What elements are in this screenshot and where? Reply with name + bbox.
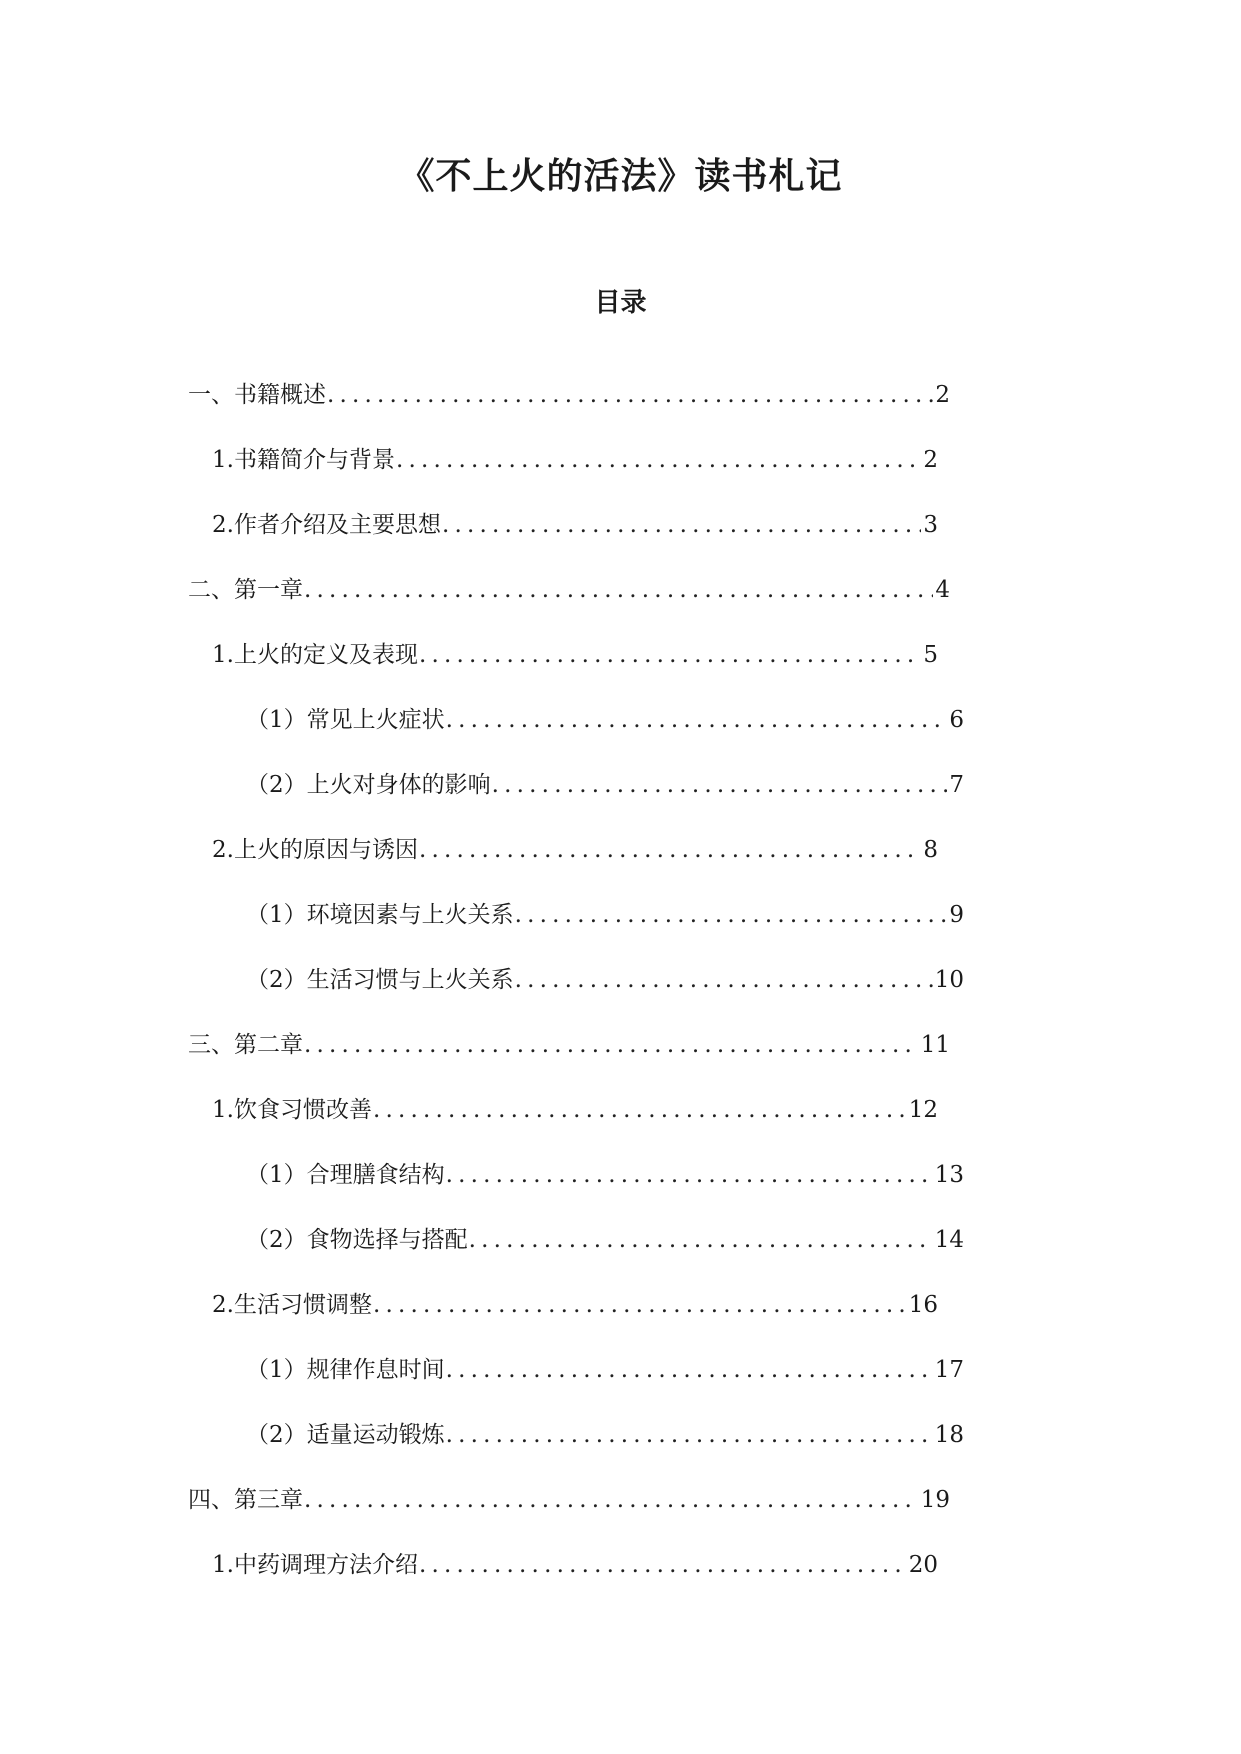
dot-leader — [446, 1420, 933, 1450]
toc-entry-row — [246, 1225, 964, 1255]
toc-entry[interactable] — [0, 835, 1241, 900]
toc-entry[interactable] — [0, 1225, 1241, 1290]
toc-entry-number: 1. — [212, 1097, 234, 1123]
toc-entry-page-number: 19 — [920, 1487, 950, 1513]
dot-leader — [327, 380, 933, 410]
dot-leader — [304, 1485, 919, 1515]
toc-entry-row — [212, 1095, 938, 1125]
toc-entry-number: 2. — [212, 1292, 234, 1318]
toc-entry-page-number: 7 — [949, 772, 964, 798]
toc-entry-row — [246, 1355, 964, 1385]
dot-leader — [304, 1030, 919, 1060]
toc-entry-title: （2）生活习惯与上火关系 — [246, 967, 514, 993]
toc-entry-page-number: 6 — [949, 707, 964, 733]
toc-entry-page-number: 8 — [923, 837, 938, 863]
dot-leader — [442, 510, 921, 540]
toc-entry[interactable] — [0, 1420, 1241, 1485]
document-title: 《不上火的活法》读书札记 — [398, 156, 843, 197]
toc-entry[interactable] — [0, 770, 1241, 835]
toc-entry-page-number: 16 — [908, 1292, 938, 1318]
toc-entry-page-number: 18 — [934, 1422, 964, 1448]
dot-leader — [396, 445, 921, 475]
toc-entry-page-number: 9 — [949, 902, 964, 928]
dot-leader — [515, 965, 933, 995]
toc-entry-page-number: 14 — [934, 1227, 964, 1253]
toc-entry-title: （2）上火对身体的影响 — [246, 772, 491, 798]
toc-entry-title: 三、第二章 — [188, 1032, 303, 1058]
toc-entry-title: 上火的原因与诱因 — [233, 837, 418, 863]
toc-entry-title: （1）规律作息时间 — [246, 1357, 445, 1383]
toc-entry-row — [188, 380, 950, 410]
toc-entry-page-number: 2 — [935, 382, 950, 408]
toc-entry-page-number: 5 — [923, 642, 938, 668]
dot-leader — [446, 1355, 933, 1385]
toc-entry[interactable] — [0, 575, 1241, 640]
toc-entry-row — [188, 575, 950, 605]
dot-leader — [419, 640, 921, 670]
toc-entry-number: 2. — [212, 512, 234, 538]
toc-entry-row — [212, 445, 938, 475]
toc-entry-row — [212, 1290, 938, 1320]
toc-entry-row — [246, 705, 964, 735]
toc-entry-page-number: 20 — [908, 1552, 938, 1578]
toc-entry-row — [246, 1160, 964, 1190]
toc-entry[interactable] — [0, 1550, 1241, 1615]
toc-entry-title: （1）合理膳食结构 — [246, 1162, 445, 1188]
toc-entry-title: 上火的定义及表现 — [233, 642, 418, 668]
dot-leader — [304, 575, 933, 605]
toc-entry-row — [188, 1485, 950, 1515]
toc-entry-title: 中药调理方法介绍 — [233, 1552, 418, 1578]
dot-leader — [373, 1095, 907, 1125]
toc-entry[interactable] — [0, 445, 1241, 510]
toc-entry[interactable] — [0, 510, 1241, 575]
toc-entry-page-number: 10 — [934, 967, 964, 993]
toc-entry-page-number: 13 — [934, 1162, 964, 1188]
toc-entry[interactable] — [0, 900, 1241, 965]
dot-leader — [446, 705, 948, 735]
toc-entry-title: 生活习惯调整 — [233, 1292, 372, 1318]
toc-entry-row — [246, 965, 964, 995]
toc-entry[interactable] — [0, 705, 1241, 770]
toc-entry-row — [212, 510, 938, 540]
toc-entry[interactable] — [0, 1095, 1241, 1160]
dot-leader — [469, 1225, 933, 1255]
toc-entry-row — [212, 835, 938, 865]
dot-leader — [492, 770, 948, 800]
toc-entry-row — [212, 640, 938, 670]
dot-leader — [419, 1550, 907, 1580]
toc-entry-page-number: 4 — [935, 577, 950, 603]
toc-entry-number: 1. — [212, 642, 234, 668]
toc-entry-title: 饮食习惯改善 — [233, 1097, 372, 1123]
toc-heading: 目录 — [594, 288, 647, 318]
toc-entry-title: 二、第一章 — [188, 577, 303, 603]
toc-entry-title: （2）适量运动锻炼 — [246, 1422, 445, 1448]
toc-entry[interactable] — [0, 1485, 1241, 1550]
dot-leader — [515, 900, 948, 930]
toc-entry-number: 1. — [212, 1552, 234, 1578]
toc-entry-page-number: 3 — [923, 512, 938, 538]
toc-entry-title: （2）食物选择与搭配 — [246, 1227, 468, 1253]
toc-entry-title: 书籍简介与背景 — [233, 447, 395, 473]
toc-entry-page-number: 2 — [923, 447, 938, 473]
toc-entry[interactable] — [0, 1160, 1241, 1225]
toc-entry[interactable] — [0, 1290, 1241, 1355]
toc-entry-row — [212, 1550, 938, 1580]
dot-leader — [373, 1290, 907, 1320]
toc-entry[interactable] — [0, 380, 1241, 445]
toc-entry-title: 作者介绍及主要思想 — [233, 512, 441, 538]
toc-entry-page-number: 17 — [934, 1357, 964, 1383]
toc-entry-page-number: 11 — [920, 1032, 950, 1058]
toc-entry-row — [188, 1030, 950, 1060]
table-of-contents — [0, 380, 1241, 1615]
toc-entry[interactable] — [0, 640, 1241, 705]
toc-entry-title: （1）环境因素与上火关系 — [246, 902, 514, 928]
toc-entry[interactable] — [0, 1355, 1241, 1420]
toc-entry-title: 四、第三章 — [188, 1487, 303, 1513]
toc-entry-page-number: 12 — [908, 1097, 938, 1123]
toc-entry-row — [246, 900, 964, 930]
toc-entry-number: 2. — [212, 837, 234, 863]
toc-entry-number: 1. — [212, 447, 234, 473]
toc-entry[interactable] — [0, 1030, 1241, 1095]
toc-entry-row — [246, 770, 964, 800]
dot-leader — [446, 1160, 933, 1190]
dot-leader — [419, 835, 921, 865]
toc-entry-title: （1）常见上火症状 — [246, 707, 445, 733]
toc-entry-title: 一、书籍概述 — [188, 382, 326, 408]
toc-entry[interactable] — [0, 965, 1241, 1030]
toc-entry-row — [246, 1420, 964, 1450]
